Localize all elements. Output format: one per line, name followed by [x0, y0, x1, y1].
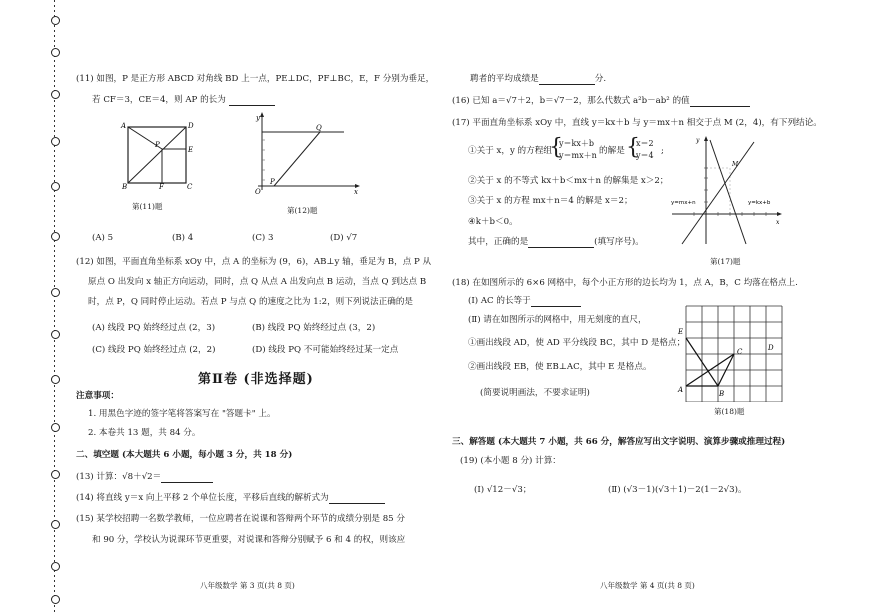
q17-system-eq1: y＝kx＋b	[559, 139, 594, 148]
answer-blank	[690, 97, 750, 107]
binding-margin	[0, 0, 62, 615]
fig17-caption: 第(17)题	[710, 257, 741, 266]
q18-sub2: (Ⅱ) 请在如图所示的网格中，用无刻度的直尺，	[468, 315, 647, 325]
q11-choice-a: (A) 5	[92, 233, 114, 243]
q15-text-line1: (15) 某学校招聘一名数学教师，一位应聘者在说课和答辩两个环节的成绩分别是 85 分	[76, 514, 405, 524]
q17-system-eq2: y＝mx＋n	[559, 151, 597, 160]
q17-answer: 其中，正确的是 (填写序号)。	[468, 237, 644, 247]
notice-item-2: 2. 本卷共 13 题，共 84 分。	[88, 428, 201, 438]
figure-11-square	[118, 118, 198, 190]
q19-part-a: (Ⅰ) √12－√3；	[474, 485, 532, 495]
fig18-caption: 第(18)题	[714, 407, 745, 416]
binding-hole	[51, 470, 60, 479]
brace-left: {	[626, 135, 640, 160]
fig18-label-B: B	[719, 390, 725, 398]
notice-item-1: 1. 用黑色字迹的签字笔将答案写在 "答题卡" 上。	[88, 409, 276, 419]
binding-hole	[51, 90, 60, 99]
answer-blank	[528, 238, 594, 248]
fig11-label-D: D	[188, 122, 194, 130]
q15-text-line2: 和 90 分，学校认为说课环节更重要，对说课和答辩分别赋予 6 和 4 的权，则该应	[92, 535, 406, 545]
q11-text-line2: 若 CF＝3，CE＝4，则 AP 的长为	[92, 95, 275, 106]
binding-hole	[51, 288, 60, 297]
q16-text: (16) 已知 a＝√7＋2，b＝√7－2，那么代数式 a²b－ab² 的值	[452, 96, 750, 107]
q13-text: (13) 计算：√8＋√2＝	[76, 472, 213, 483]
fig18-label-E: E	[678, 328, 684, 336]
binding-hole	[51, 137, 60, 146]
fig17-label-M: M	[732, 161, 739, 168]
figure-12-coordinate	[250, 110, 365, 196]
q18-text-line1: (18) 在如图所示的 6×6 网格中，每个小正方形的边长均为 1，点 A，B，C 均落在格点上.	[452, 278, 798, 288]
figure-17-lines	[668, 132, 786, 250]
fig12-label-O: O	[255, 188, 261, 196]
q12-choice-c: (C) 线段 PQ 始终经过点 (2，2)	[92, 345, 216, 355]
q14-text: (14) 将直线 y＝x 向上平移 2 个单位长度，平移后直线的解析式为	[76, 493, 385, 504]
binding-hole	[51, 595, 60, 604]
binding-hole	[51, 232, 60, 241]
footer-page3: 八年级数学 第 3 页(共 8 页)	[200, 581, 295, 590]
q19-part-b: (Ⅱ) (√3－1)(√3＋1)－2(1－2√3)。	[608, 485, 747, 495]
binding-hole	[51, 16, 60, 25]
q17-statement-1: ①关于 x，y 的方程组	[468, 146, 552, 156]
binding-hole	[51, 330, 60, 339]
q12-text-line1: (12) 如图，平面直角坐标系 xOy 中，点 A 的坐标为 (9，6)，AB⊥y 轴，垂足为 B，点 P 从	[76, 257, 432, 267]
q12-choice-b: (B) 线段 PQ 始终经过点 (3，2)	[252, 323, 376, 333]
binding-hole	[51, 423, 60, 432]
binding-hole	[51, 562, 60, 571]
q18-note: (简要说明画法，不要求证明)	[480, 388, 590, 398]
binding-hole	[51, 182, 60, 191]
q18-sub2a: ①画出线段 AD，使 AD 平分线段 BC，其中 D 是格点；	[468, 338, 686, 348]
fig18-label-C: C	[737, 348, 743, 356]
fig12-label-Q: Q	[316, 124, 322, 132]
q11-text-line1: (11) 如图，P 是正方形 ABCD 对角线 BD 上一点，PE⊥DC，PF⊥BC，E，F 分别为垂足，	[76, 74, 435, 84]
fig12-label-y: y	[256, 114, 260, 122]
part3-title: 三、解答题 (本大题共 7 小题，共 66 分，解答应写出文字说明、演算步骤或推理过程)	[452, 437, 786, 447]
q18-sub2b: ②画出线段 EB，使 EB⊥AC，其中 E 是格点。	[468, 362, 652, 372]
answer-blank	[531, 297, 581, 307]
fig12-caption: 第(12)题	[287, 206, 318, 215]
fig18-label-D: D	[768, 344, 774, 352]
q17-s1-mid: 的解是	[599, 146, 625, 156]
q19-title: (19) (本小题 8 分) 计算：	[460, 456, 561, 466]
part2-title: 二、填空题 (本大题共 6 小题，每小题 3 分，共 18 分)	[76, 450, 293, 460]
fig11-label-P: P	[155, 141, 160, 149]
fig11-caption: 第(11)题	[132, 202, 163, 211]
answer-blank	[161, 473, 213, 483]
notice-title: 注意事项：	[76, 391, 119, 401]
fig11-label-C: C	[187, 183, 193, 190]
q11-choice-c: (C) 3	[252, 233, 274, 243]
q15-continued: 聘者的平均成绩是 分.	[470, 74, 607, 84]
q17-statement-4: ④k＋b＜0。	[468, 217, 518, 227]
answer-blank	[229, 96, 275, 106]
fig11-label-E: E	[188, 146, 194, 154]
fig11-label-B: B	[122, 183, 128, 190]
q17-statement-2: ②关于 x 的不等式 kx＋b＜mx＋n 的解集是 x＞2；	[468, 176, 669, 186]
fig12-label-x: x	[354, 188, 358, 196]
binding-hole	[51, 375, 60, 384]
q11-choice-d: (D) √7	[330, 233, 358, 243]
fig18-label-A: A	[678, 386, 684, 394]
binding-hole	[51, 520, 60, 529]
semicolon: ;	[661, 146, 664, 156]
fig11-label-F: F	[159, 183, 164, 190]
answer-blank	[329, 494, 385, 504]
q11-choice-b: (B) 4	[172, 233, 194, 243]
q17-statement-3: ③关于 x 的方程 mx＋n＝4 的解是 x＝2；	[468, 196, 633, 206]
answer-blank	[539, 75, 595, 85]
fig17-label-y: y	[696, 137, 700, 144]
q12-choice-a: (A) 线段 PQ 始终经过点 (2，3)	[92, 323, 216, 333]
q17-solution-y: y＝4	[636, 151, 654, 160]
fig17-label-x: x	[776, 219, 780, 226]
binding-hole	[51, 48, 60, 57]
q18-sub1: (Ⅰ) AC 的长等于	[468, 296, 581, 307]
q12-choice-d: (D) 线段 PQ 不可能始终经过某一定点	[252, 345, 399, 355]
fig11-label-A: A	[121, 122, 127, 130]
q17-solution-x: x＝2	[636, 139, 654, 148]
fig17-label-line2: y=kx+b	[748, 200, 771, 206]
section2-title: 第Ⅱ卷 (非选择题)	[198, 372, 314, 387]
fig12-label-P: P	[270, 178, 275, 186]
footer-page4: 八年级数学 第 4 页(共 8 页)	[600, 581, 695, 590]
q17-text-line1: (17) 平面直角坐标系 xOy 中，直线 y＝kx＋b 与 y＝mx＋n 相交于点 M (2，4)，有下列结论。	[452, 118, 822, 128]
q12-text-line3: 时，点 P，Q 同时停止运动。若点 P 与点 Q 的速度之比为 1:2，则下列说法正确的是	[88, 297, 414, 307]
brace-left: {	[549, 135, 563, 160]
fig17-label-line1: y=mx+n	[671, 200, 696, 206]
q12-text-line2: 原点 O 出发向 x 轴正方向运动，同时，点 Q 从点 A 出发向点 B 运动，当点 Q 到达点 B	[88, 277, 427, 287]
figure-18-grid	[676, 300, 788, 402]
